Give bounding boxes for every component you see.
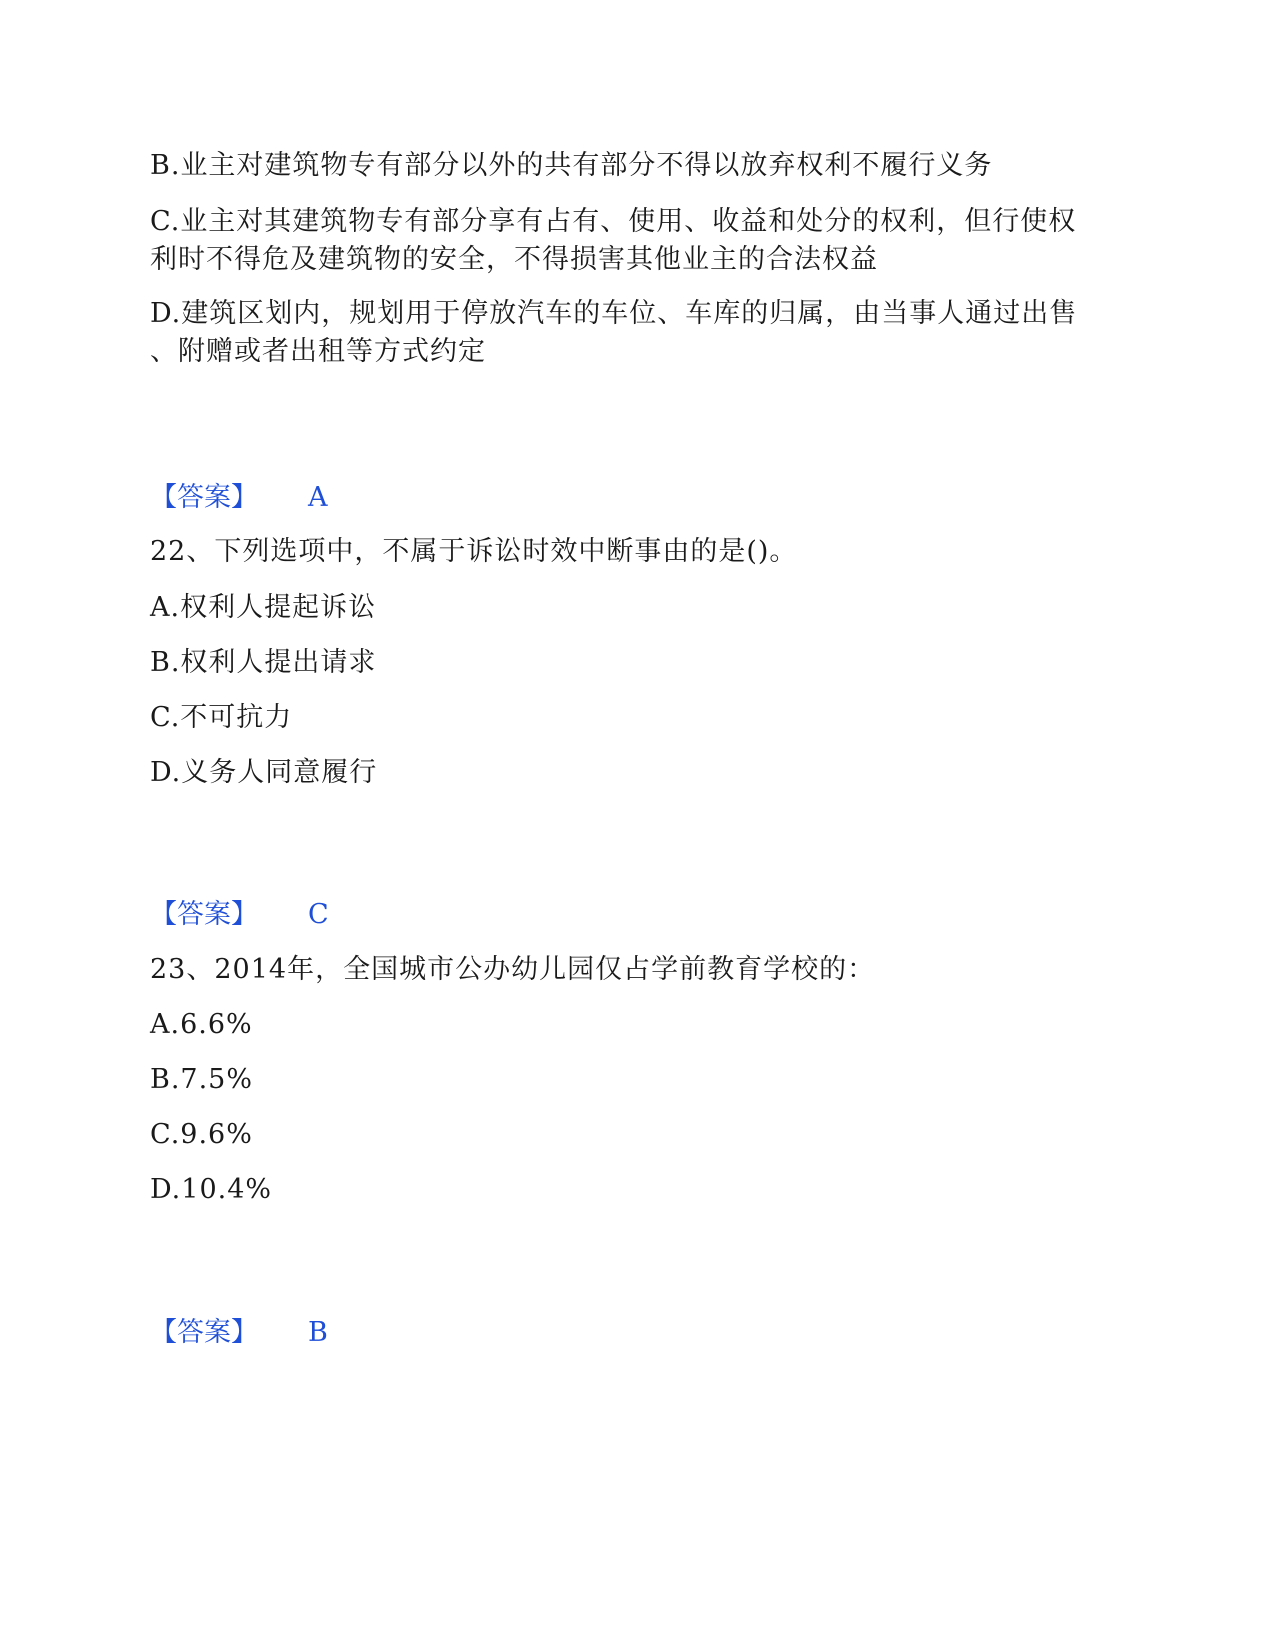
q22-option-c: C.不可抗力 — [150, 702, 293, 733]
q23-option-b: B.7.5% — [150, 1064, 254, 1095]
q21-option-c-line1: C.业主对其建筑物专有部分享有占有、使用、收益和处分的权利，但行使权 — [150, 206, 1077, 237]
q22-question: 22、下列选项中，不属于诉讼时效中断事由的是()。 — [150, 536, 798, 567]
q23-answer — [150, 1313, 328, 1353]
q21-answer — [150, 478, 328, 518]
q23-question: 23、2014年，全国城市公办幼儿园仅占学前教育学校的： — [150, 954, 876, 985]
answer-value: A — [308, 482, 328, 513]
q21-option-c-line2: 利时不得危及建筑物的安全，不得损害其他业主的合法权益 — [150, 244, 878, 275]
q21-option-d-line1: D.建筑区划内，规划用于停放汽车的车位、车库的归属，由当事人通过出售 — [150, 298, 1078, 329]
q23-option-c: C.9.6% — [150, 1119, 253, 1150]
q22-option-d: D.义务人同意履行 — [150, 757, 378, 788]
q21-option-d-line2: 、附赠或者出租等方式约定 — [150, 336, 486, 367]
q22-option-b: B.权利人提出请求 — [150, 647, 377, 678]
answer-label: 【答案】 — [150, 1317, 258, 1348]
q22-option-a: A.权利人提起诉讼 — [150, 592, 377, 623]
answer-label: 【答案】 — [150, 899, 258, 930]
q23-option-a: A.6.6% — [150, 1009, 253, 1040]
q21-option-b: B.业主对建筑物专有部分以外的共有部分不得以放弃权利不履行义务 — [150, 150, 993, 181]
q23-option-d: D.10.4% — [150, 1174, 273, 1205]
answer-value: B — [308, 1317, 328, 1348]
answer-value: C — [308, 899, 329, 930]
q22-answer — [150, 895, 329, 935]
answer-label: 【答案】 — [150, 482, 258, 513]
